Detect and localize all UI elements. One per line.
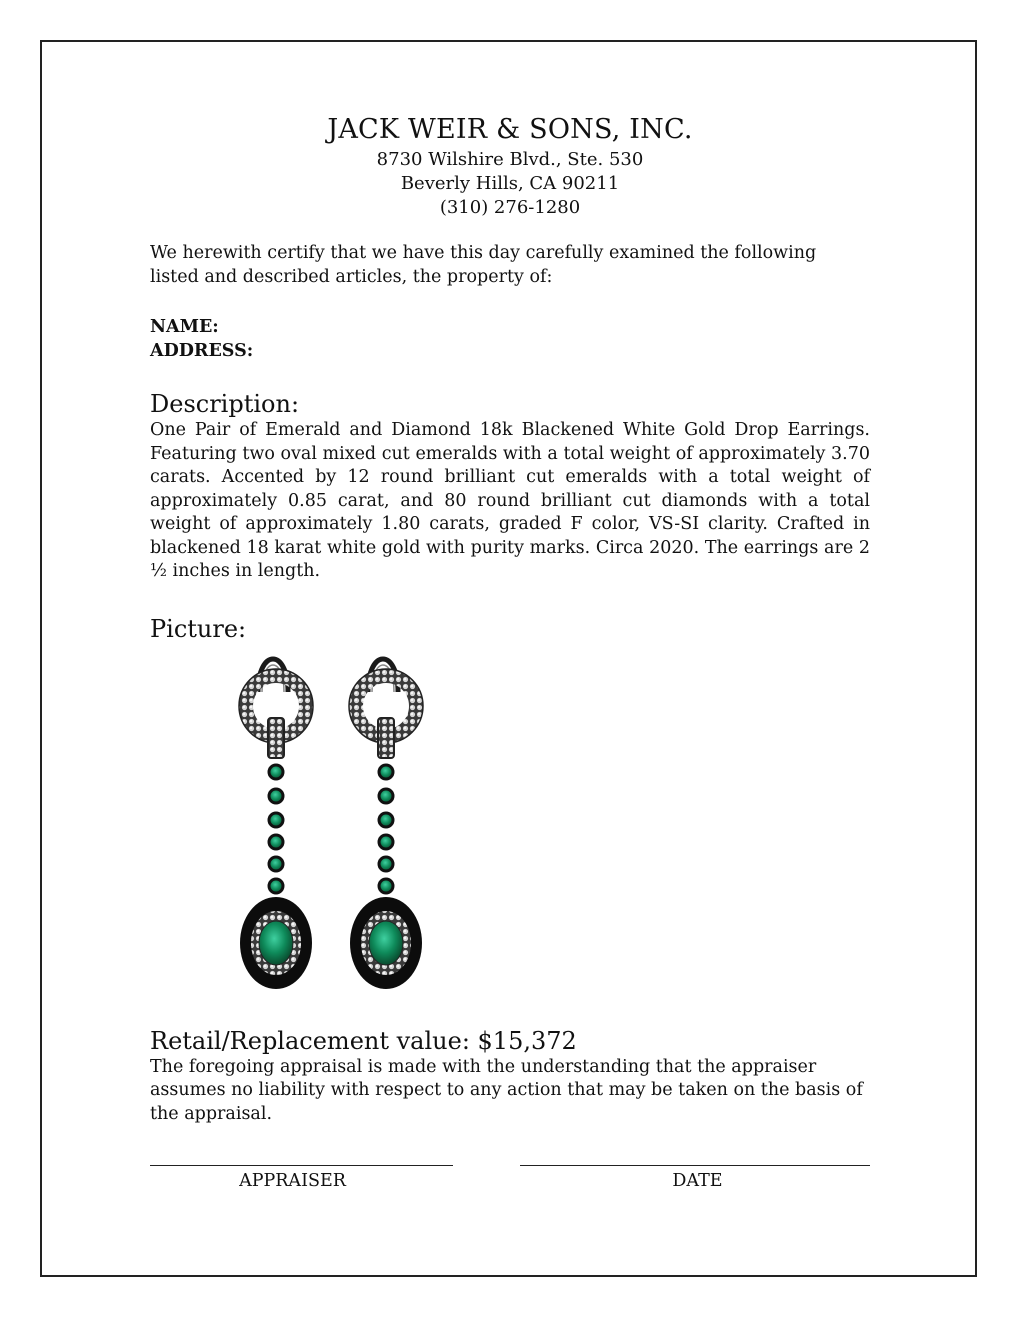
left-earring (239, 659, 313, 989)
letterhead (150, 112, 870, 220)
date-label: DATE (672, 1171, 723, 1191)
phone-number: (310) 276-1280 (439, 197, 581, 218)
description-title: Description: (150, 390, 300, 418)
signature-block (150, 1165, 870, 1205)
street-address: 8730 Wilshire Blvd., Ste. 530 (376, 149, 644, 170)
date-signature-line (520, 1165, 870, 1166)
picture-title: Picture: (150, 614, 247, 643)
liability-disclaimer: The foregoing appraisal is made with the understanding that the appraiser assumes no liability with respect to any action that may be taken on the basis of the appraisal. (150, 1056, 863, 1124)
certification-statement: We herewith certify that we have this day carefully examined the following listed and described articles, the property of: (150, 243, 817, 287)
name-label: NAME: (150, 317, 219, 337)
company-name: JACK WEIR & SONS, INC. (327, 114, 693, 145)
appraiser-label: APPRAISER (239, 1171, 346, 1191)
appraiser-signature-line (150, 1165, 453, 1166)
appraisal-document (150, 112, 870, 1126)
description-text: One Pair of Emerald and Diamond 18k Blackened White Gold Drop Earrings. Featuring two oval mixed cut emeralds with a total weight of approximately 3.70 carats. Accented by 12 round brilliant cut emeralds with a total weight of approximately 0.85 carat, and 80 round brilliant cut diamonds with a total weight of approximately 1.80 carats, graded F color, VS-SI clarity. Crafted in blackened 18 karat white gold with purity marks. Circa 2020. The earrings are 2 ½ inches in length. (150, 420, 870, 581)
owner-fields (150, 315, 870, 363)
city-address: Beverly Hills, CA 90211 (400, 173, 620, 194)
earrings-illustration (150, 648, 870, 998)
address-label: ADDRESS: (150, 341, 254, 361)
right-earring (349, 659, 423, 989)
earrings-photo (150, 648, 870, 998)
replacement-value: Retail/Replacement value: $15,372 (150, 1026, 577, 1055)
